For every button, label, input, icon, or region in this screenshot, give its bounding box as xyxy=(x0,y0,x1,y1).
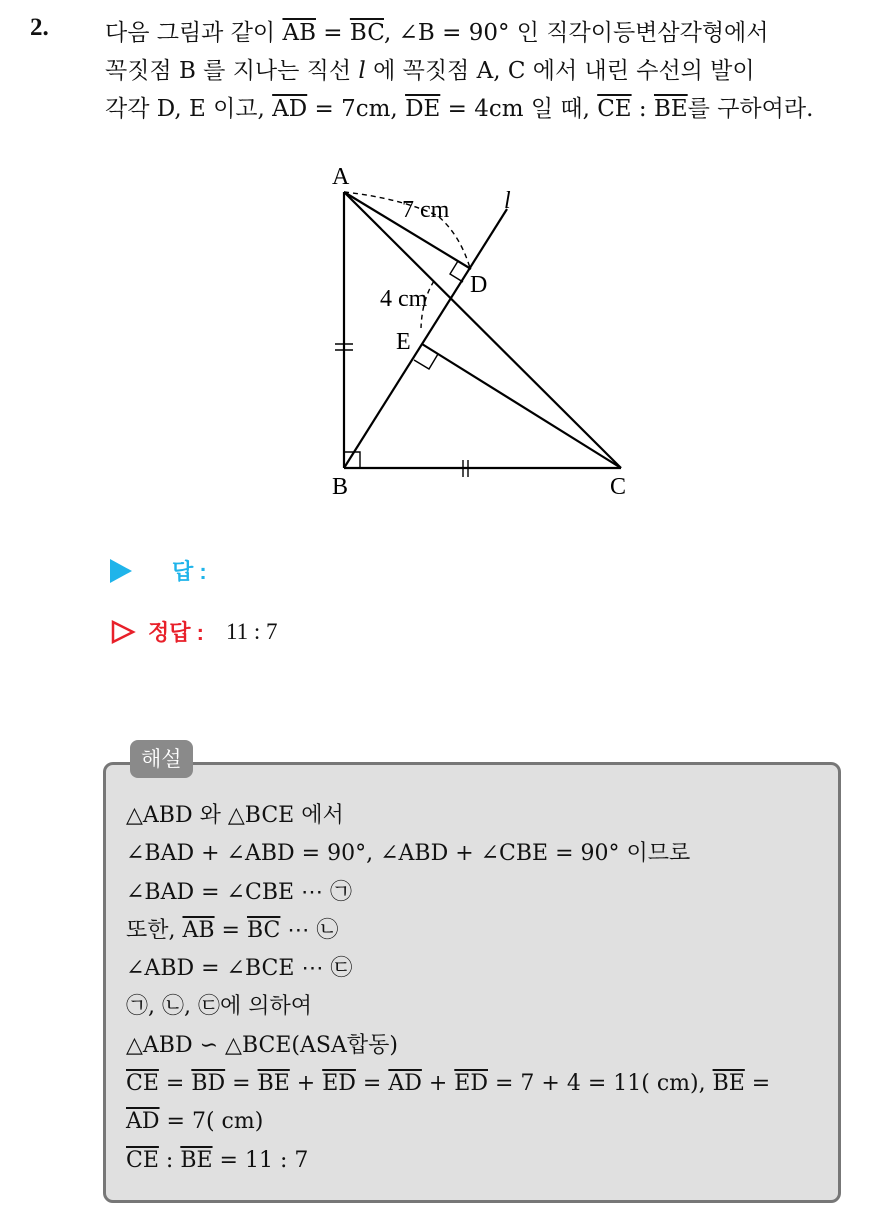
overline-segment: $\overline{BE}$ xyxy=(653,96,688,122)
overline-segment: $\overline{BC}$ xyxy=(246,917,281,943)
explanation-line xyxy=(126,950,770,988)
correct-answer-value: 11 : 7 xyxy=(225,618,278,644)
text-segment: = 7cm, xyxy=(307,96,406,122)
text-segment: l xyxy=(358,58,366,84)
overline-segment: $\overline{AD}$ xyxy=(272,96,308,122)
explanation-line xyxy=(126,874,770,912)
text-segment: ⋯ ㉡ xyxy=(280,917,339,943)
label-l: l xyxy=(504,188,511,214)
segment-ac xyxy=(344,192,621,468)
overline-segment: $\overline{DE}$ xyxy=(405,96,441,122)
text-segment: = 4cm 일 때, xyxy=(440,96,598,122)
overline-segment: $\overline{CE}$ xyxy=(597,96,632,122)
answer-label: 답 : xyxy=(172,559,207,584)
explanation-line xyxy=(126,1065,770,1103)
outline-triangle-icon xyxy=(110,619,136,645)
overline-segment: $\overline{BE}$ xyxy=(257,1071,290,1097)
text-segment: ∠ABD = ∠BCE ⋯ ㉢ xyxy=(126,956,353,982)
text-segment: 꼭짓점 B 를 지나는 직선 xyxy=(105,58,359,84)
text-segment: 또한, xyxy=(126,917,183,943)
overline-segment: $\overline{BE}$ xyxy=(180,1147,213,1173)
label-b: B xyxy=(332,474,349,500)
overline-segment: $\overline{ED}$ xyxy=(454,1071,488,1097)
explanation-line xyxy=(126,1142,770,1180)
overline-segment: $\overline{BE}$ xyxy=(712,1071,745,1097)
explanation-line xyxy=(126,1103,770,1141)
explanation-tag: 해설 xyxy=(130,740,193,778)
explanation-text xyxy=(126,797,770,1180)
text-segment: : xyxy=(158,1147,181,1173)
text-segment: ∠BAD = ∠CBE ⋯ ㉠ xyxy=(126,879,353,905)
text-segment: = xyxy=(225,1071,258,1097)
overline-segment: $\overline{CE}$ xyxy=(126,1147,159,1173)
text-segment: = 11 : 7 xyxy=(212,1147,309,1173)
overline-segment: $\overline{AD}$ xyxy=(126,1109,160,1135)
explanation-line xyxy=(126,1027,770,1065)
text-segment: = xyxy=(214,917,247,943)
text-segment: = xyxy=(158,1071,192,1097)
text-segment: 각각 D, E 이고, xyxy=(105,96,273,122)
text-segment: + xyxy=(421,1071,455,1097)
text-segment: 를 구하여라. xyxy=(687,96,814,122)
text-segment: △ABD ∽ △BCE(ASA합동) xyxy=(126,1032,398,1058)
label-a: A xyxy=(332,164,350,190)
text-segment: = xyxy=(355,1071,389,1097)
text-segment: ∠BAD + ∠ABD = 90°, ∠ABD + ∠CBE = 90° 이므로 xyxy=(126,841,691,867)
problem-line xyxy=(105,14,875,52)
triangle-figure xyxy=(310,150,650,510)
text-segment: 다음 그림과 같이 xyxy=(105,20,283,46)
overline-segment: $\overline{BD}$ xyxy=(191,1071,226,1097)
overline-segment: $\overline{BC}$ xyxy=(349,20,384,46)
text-segment: = 7 + 4 = 11( cm), xyxy=(488,1071,713,1097)
problem-line xyxy=(105,90,875,128)
explanation-line xyxy=(126,797,770,835)
problem-text xyxy=(105,14,875,128)
text-segment: △ABD 와 △BCE 에서 xyxy=(126,803,344,828)
overline-segment: $\overline{ED}$ xyxy=(322,1071,356,1097)
text-segment: + xyxy=(289,1071,323,1097)
play-triangle-icon xyxy=(110,559,132,583)
text-segment: = xyxy=(744,1071,771,1097)
label-e: E xyxy=(396,329,411,355)
text-segment: : xyxy=(631,96,654,122)
text-segment: = 7( cm) xyxy=(159,1109,264,1135)
explanation-line xyxy=(126,988,770,1026)
text-segment: , ∠B = 90° 인 직각이등변삼각형에서 xyxy=(384,20,769,46)
text-segment: = xyxy=(315,20,350,46)
answer-row xyxy=(110,555,207,586)
correct-answer-label: 정답 : xyxy=(148,620,204,645)
length-label-ad: 7 cm xyxy=(402,197,450,223)
explanation-line xyxy=(126,835,770,873)
explanation-line xyxy=(126,912,770,950)
text-segment: 에 꼭짓점 A, C 에서 내린 수선의 발이 xyxy=(365,58,755,84)
label-c: C xyxy=(610,474,627,500)
problem-line xyxy=(105,52,875,90)
length-label-de: 4 cm xyxy=(380,286,428,312)
text-segment: ㉠, ㉡, ㉢에 의하여 xyxy=(126,994,312,1020)
problem-number: 2. xyxy=(30,14,49,41)
correct-answer-row xyxy=(110,616,278,647)
overline-segment: $\overline{AB}$ xyxy=(182,917,215,943)
triangle-diagram xyxy=(310,150,650,510)
overline-segment: $\overline{AD}$ xyxy=(388,1071,422,1097)
right-angle-mark-e xyxy=(414,354,438,369)
overline-segment: $\overline{AB}$ xyxy=(282,20,316,46)
segment-ce xyxy=(422,344,621,468)
overline-segment: $\overline{CE}$ xyxy=(126,1071,159,1097)
line-l xyxy=(344,209,507,468)
label-d: D xyxy=(470,272,488,298)
